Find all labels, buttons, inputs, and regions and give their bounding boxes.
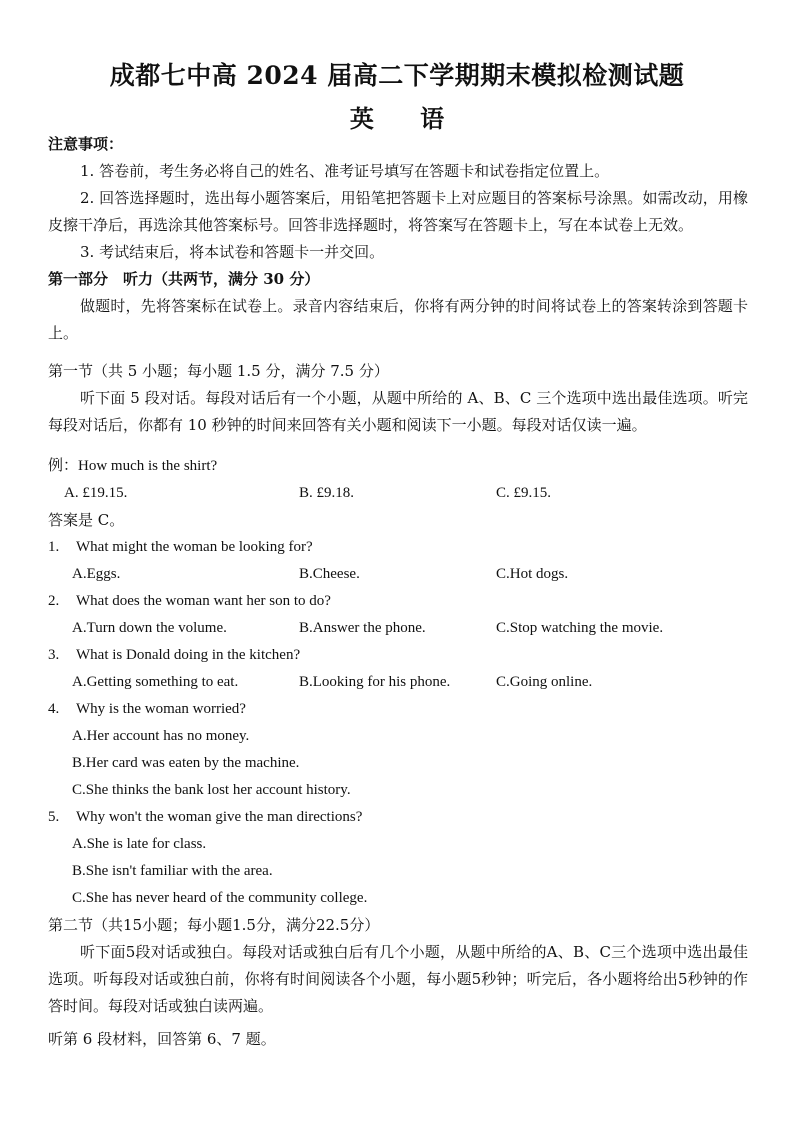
option-c: C.Going online.	[496, 674, 593, 690]
option-a: A.Her account has no money.	[72, 728, 250, 744]
question-number: 2.	[48, 593, 60, 609]
question-number: 3.	[48, 647, 60, 663]
section1-heading: 第一节（共 5 小题；每小题 1.5 分，满分 7.5 分）	[48, 362, 389, 380]
option-b: B.Her card was eaten by the machine.	[72, 755, 300, 771]
option-b: B.She isn't familiar with the area.	[72, 863, 273, 879]
option-c: C.She has never heard of the community college.	[72, 890, 368, 906]
question-text: What might the woman be looking for?	[76, 539, 313, 555]
question-text: What does the woman want her son to do?	[76, 593, 331, 609]
question-text: Why won't the woman give the man directions?	[76, 809, 363, 825]
option-a: A.Eggs.	[72, 566, 121, 582]
section1-instruction: 听下面 5 段对话。每段对话后有一个小题，从题中所给的 A、B、C 三个选项中选出最佳选项。听完每段对话后，你都有 10 秒钟的时间来回答有关小题和阅读下一小题。每段对话仅读一遍。	[48, 389, 748, 434]
question-text: Why is the woman worried?	[76, 701, 246, 717]
question-number: 5.	[48, 809, 60, 825]
notice-heading: 注意事项：	[48, 135, 124, 153]
example-question: 例：How much is the shirt?	[48, 458, 218, 474]
option-b: B.Answer the phone.	[299, 620, 426, 636]
notice-item-2: 2. 回答选择题时，选出每小题答案后，用铅笔把答题卡上对应题目的答案标号涂黑。如需改动，用橡皮擦干净后，再选涂其他答案标号。回答非选择题时，将答案写在答题卡上，写在本试卷上无效。	[48, 189, 748, 234]
section2-heading: 第二节（共15小题；每小题1.5分，满分22.5分）	[48, 916, 380, 934]
example-option-b: B. £9.18.	[299, 485, 355, 501]
part1-instruction: 做题时，先将答案标在试卷上。录音内容结束后，你将有两分钟的时间将试卷上的答案转涂到答题卡上。	[48, 297, 748, 342]
option-b: B.Cheese.	[299, 566, 360, 582]
page-title: 成都七中高 2024 届高二下学期期末模拟检测试题	[109, 61, 685, 90]
option-a: A.She is late for class.	[72, 836, 207, 852]
subject-title: 英 语	[349, 104, 445, 133]
question-text: What is Donald doing in the kitchen?	[76, 647, 301, 663]
example-answer: 答案是 C。	[48, 511, 125, 529]
option-a: A.Turn down the volume.	[72, 620, 227, 636]
example-option-a: A. £19.15.	[64, 485, 128, 501]
example-option-c: C. £9.15.	[496, 485, 552, 501]
option-c: C.She thinks the bank lost her account history.	[72, 782, 351, 798]
option-c: C.Hot dogs.	[496, 566, 569, 582]
option-a: A.Getting something to eat.	[72, 674, 239, 690]
part1-heading: 第一部分 听力（共两节，满分 30 分）	[48, 270, 320, 288]
section2-material: 听第 6 段材料，回答第 6、7 题。	[48, 1030, 276, 1048]
notice-item-1: 1. 答卷前，考生务必将自己的姓名、准考证号填写在答题卡和试卷指定位置上。	[80, 162, 610, 180]
option-b: B.Looking for his phone.	[299, 674, 451, 690]
question-number: 1.	[48, 539, 60, 555]
section2-instruction: 听下面5段对话或独白。每段对话或独白后有几个小题，从题中所给的A、B、C三个选项中选出最佳选项。听每段对话或独白前，你将有时间阅读各个小题，每小题5秒钟；听完后，各小题将给出5秒钟的作答时间。每段对话或独白读两遍。	[48, 943, 748, 1015]
question-number: 4.	[48, 701, 60, 717]
option-c: C.Stop watching the movie.	[496, 620, 664, 636]
notice-item-3: 3. 考试结束后，将本试卷和答题卡一并交回。	[80, 243, 385, 261]
